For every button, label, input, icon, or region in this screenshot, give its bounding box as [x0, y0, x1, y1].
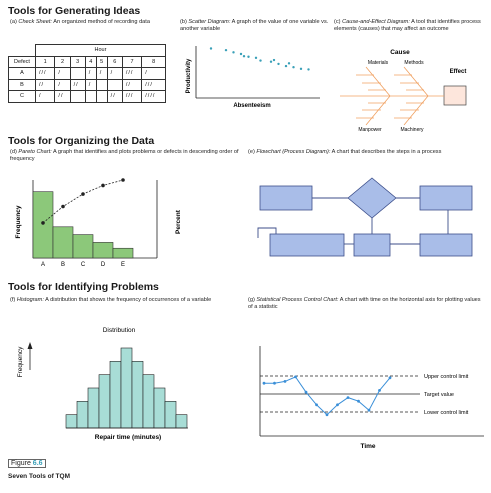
spc-point: [284, 380, 287, 383]
spc-point: [368, 409, 371, 412]
hour-cell: 7: [122, 56, 141, 68]
scatter-point: [225, 49, 227, 51]
tally-cell: ///: [36, 68, 55, 80]
fishbone-materials-label: Materials: [367, 60, 389, 66]
scatter-point: [243, 55, 245, 57]
fishbone-effect-label: Effect: [449, 69, 467, 75]
spc-point: [294, 376, 297, 379]
defect-cell: A: [9, 68, 36, 80]
caption-a: (a) Check Sheet: An organized method of recording data: [10, 19, 150, 25]
check-row-b: [9, 79, 166, 91]
flowchart-decision-diamond: [348, 178, 396, 218]
scatter-point: [292, 66, 294, 68]
section-title-generating: Tools for Generating Ideas: [8, 5, 141, 17]
hour-cell: 1: [36, 56, 55, 68]
tally-cell: //: [107, 91, 122, 103]
pareto-bar: [53, 227, 73, 258]
tally-cell: /: [36, 91, 55, 103]
pareto-category-label: B: [60, 262, 66, 268]
defect-cell: C: [9, 91, 36, 103]
tally-cell: [96, 91, 107, 103]
figure-note: Seven Tools of TQM: [8, 473, 70, 480]
scatter-y-label: Productivity: [186, 58, 192, 94]
histogram-bar: [165, 401, 176, 428]
tally-cell: [70, 68, 85, 80]
scatter-point: [300, 68, 302, 70]
histogram-bar: [66, 415, 77, 428]
fishbone-bones: [340, 67, 444, 125]
hour-cell: 4: [85, 56, 96, 68]
section-title-organizing: Tools for Organizing the Data: [8, 135, 155, 147]
pareto-cumulative-point: [61, 205, 65, 209]
scatter-point: [259, 59, 261, 61]
scatter-point: [288, 62, 290, 64]
pareto-cumulative-point: [81, 192, 85, 196]
tally-cell: [96, 79, 107, 91]
tally-cell: ///: [122, 68, 141, 80]
scatter-point: [240, 53, 242, 55]
fishbone-machinery-label: Machinery: [400, 127, 424, 132]
figure-label: Figure 6.6: [8, 459, 46, 468]
pareto-bar: [73, 235, 93, 258]
pareto-category-label: A: [40, 262, 46, 268]
hour-header: Hour: [36, 45, 166, 57]
caption-b: (b) Scatter Diagram: A graph of the value of one variable vs. another variable: [180, 19, 329, 32]
spc-data-line: [263, 376, 392, 417]
tally-cell: /: [55, 68, 70, 80]
hour-cell: 2: [55, 56, 70, 68]
spc-point: [389, 376, 392, 379]
histogram-bars: [66, 348, 187, 428]
histogram-y-label: Frequency: [17, 346, 24, 378]
flowchart: [250, 172, 478, 264]
spc-point: [347, 396, 350, 399]
spc-chart: [250, 342, 488, 454]
spc-x-label: Time: [360, 443, 376, 450]
hour-cell: 3: [70, 56, 85, 68]
spc-point: [305, 391, 308, 394]
scatter-point: [247, 56, 249, 58]
scatter-point: [210, 47, 212, 49]
pareto-bar: [93, 242, 113, 258]
caption-g: (g) Statistical Process Control Chart: A chart with time on the horizontal axis for plotting values of a statistic: [248, 297, 481, 310]
histogram-bar: [143, 375, 154, 428]
scatter-point: [273, 59, 275, 61]
histogram-bar: [88, 388, 99, 428]
histogram-bar: [176, 415, 187, 428]
pareto-category-labels: [41, 262, 125, 268]
spc-point: [378, 389, 381, 392]
arrow-up-icon: [28, 342, 33, 349]
caption-e: (e) Flowchart (Process Diagram): A chart that describes the steps in a process: [248, 149, 442, 155]
spc-ucl-label: Upper control limit: [424, 374, 469, 380]
scatter-point: [277, 63, 279, 65]
scatter-points: [210, 47, 310, 70]
hour-cell: 5: [96, 56, 107, 68]
pareto-cumulative-path: [43, 180, 123, 223]
flowchart-process-box-1: [260, 186, 312, 210]
tally-cell: //: [122, 79, 141, 91]
fishbone-manpower-label: Manpower: [358, 127, 382, 132]
pareto-bar: [33, 192, 53, 258]
check-row-a: [9, 68, 166, 80]
tally-cell: /: [85, 79, 96, 91]
spc-lcl-label: Lower control limit: [424, 410, 469, 416]
caption-c: (c) Cause-and-Effect Diagram: A tool that identifies process elements (causes) that may affect an outcome: [334, 19, 481, 32]
caption-d: (d) Pareto Chart: A graph that identifies and plots problems or defects in descending order of frequency: [10, 149, 239, 162]
pareto-cumulative-line: [41, 178, 125, 225]
fishbone-bone-materials: [366, 67, 390, 96]
tally-cell: /: [96, 68, 107, 80]
tally-cell: ////: [142, 91, 166, 103]
pareto-cumulative-point: [121, 178, 125, 182]
histogram-bar: [154, 388, 165, 428]
histogram-bar: [77, 401, 88, 428]
tally-cell: /: [107, 68, 122, 80]
hour-cell: 6: [107, 56, 122, 68]
pareto-category-label: E: [120, 262, 126, 268]
spc-point: [326, 413, 329, 416]
histogram-x-label: Repair time (minutes): [94, 434, 162, 441]
histogram-bar: [132, 361, 143, 428]
histogram-bar: [110, 361, 121, 428]
cause-effect-diagram: [334, 46, 486, 132]
spc-point: [357, 400, 360, 403]
histogram-title: Distribution: [102, 327, 136, 334]
pareto-cumulative-point: [41, 221, 45, 225]
histogram-bar: [121, 348, 132, 428]
tally-cell: /: [55, 79, 70, 91]
check-sheet: [8, 44, 166, 103]
pareto-bar: [113, 248, 133, 258]
spc-path: [264, 377, 390, 415]
tally-cell: /: [142, 68, 166, 80]
pareto-category-label: C: [80, 262, 86, 268]
scatter-point: [232, 51, 234, 53]
fishbone-bone-methods: [404, 67, 428, 96]
scatter-point: [307, 68, 309, 70]
histogram-bar: [99, 375, 110, 428]
pareto-right-label: Percent: [175, 210, 182, 234]
tally-cell: //: [55, 91, 70, 103]
pareto-category-label: D: [100, 262, 106, 268]
pareto-cumulative-point: [101, 184, 105, 188]
scatter-x-label: Absenteeism: [233, 103, 271, 109]
flowchart-process-box-4: [354, 234, 390, 256]
histogram: [8, 318, 230, 454]
scatter-point: [255, 57, 257, 59]
tally-cell: //: [70, 79, 85, 91]
pareto-chart: [8, 166, 198, 274]
tally-cell: [107, 79, 122, 91]
defect-header: Defect: [9, 56, 36, 68]
tally-cell: //: [36, 79, 55, 91]
hour-cell: 8: [142, 56, 166, 68]
spc-point: [336, 403, 339, 406]
fishbone-effect-box: [444, 86, 466, 105]
fishbone-bone-machinery: [404, 96, 428, 125]
tally-cell: ///: [122, 91, 141, 103]
defect-cell: B: [9, 79, 36, 91]
section-title-identifying: Tools for Identifying Problems: [8, 281, 159, 293]
spc-target-label: Target value: [424, 392, 454, 398]
tally-cell: ///: [142, 79, 166, 91]
tally-cell: /: [85, 68, 96, 80]
tally-cell: [85, 91, 96, 103]
spc-point: [263, 382, 266, 385]
pareto-left-label: Frequency: [15, 205, 22, 239]
fishbone-methods-label: Methods: [404, 60, 424, 66]
fishbone-bone-manpower: [366, 96, 390, 125]
tally-cell: [70, 91, 85, 103]
caption-f: (f) Histogram: A distribution that shows the frequency of occurrences of a variable: [10, 297, 212, 303]
flowchart-process-box-3: [270, 234, 344, 256]
spc-point: [273, 382, 276, 385]
fishbone-cause-label: Cause: [390, 49, 410, 56]
scatter-diagram: [182, 42, 324, 114]
flowchart-process-box-2: [420, 186, 472, 210]
flowchart-process-box-5: [420, 234, 472, 256]
scatter-point: [270, 61, 272, 63]
check-row-c: [9, 91, 166, 103]
scatter-point: [285, 65, 287, 67]
pareto-bars: [33, 192, 133, 258]
spc-point: [315, 403, 318, 406]
